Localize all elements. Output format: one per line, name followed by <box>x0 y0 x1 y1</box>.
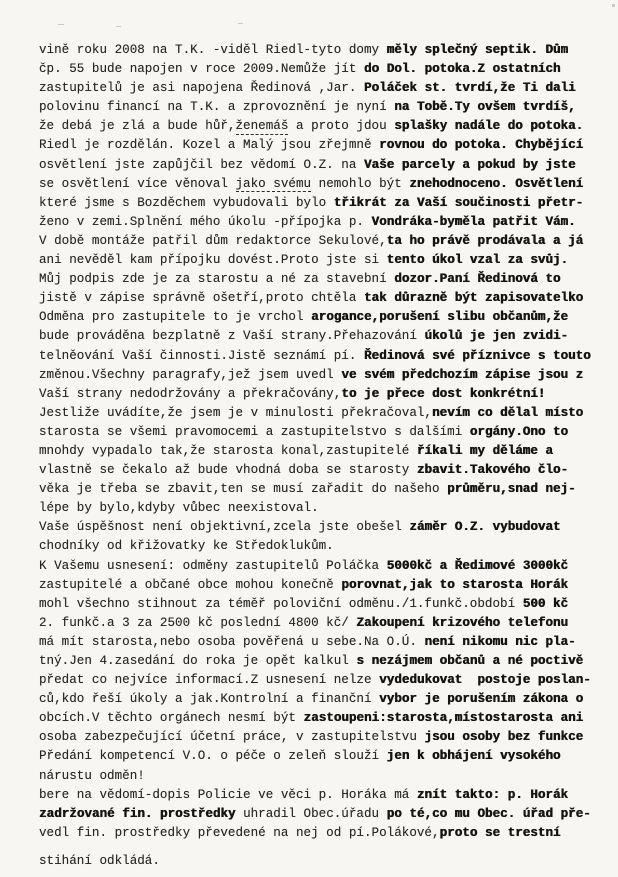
text-segment: zastupitelé a občané obce mohou konečně <box>39 577 342 592</box>
document-line <box>39 690 604 709</box>
text-segment: má mít starosta,nebo osoba pověřená u sebe.Na O.Ú. <box>39 634 425 649</box>
text-segment: Zakoupení krizového telefonu <box>356 615 569 630</box>
document-line <box>39 595 604 614</box>
text-segment: porovnat,jak to starosta Horák <box>341 577 569 592</box>
document-line <box>39 518 604 537</box>
text-segment: ve svém předchozím zápise jsou z <box>341 367 584 382</box>
text-segment: vydedukovat postoje poslan- <box>379 673 591 688</box>
text-segment: Ředinová své příznivce s touto <box>363 348 591 363</box>
text-segment: zbavit.Takového člo- <box>416 463 569 478</box>
text-segment: věka je třeba se zbavit,ten se musí zařadit do našeho <box>39 482 448 497</box>
text-segment: ců,kdo řeší úkoly a jak.Kontrolní a finanční <box>39 692 380 707</box>
text-segment: tak důrazně být zapisovatelko <box>363 291 584 306</box>
text-segment: zadržované fin. prostředky <box>39 806 244 821</box>
text-segment: úkolů je jen zvidi- <box>424 329 569 344</box>
text-segment: nevím co dělal místo <box>432 405 584 420</box>
text-segment: a proto jdou <box>288 119 395 134</box>
text-segment: splašky nadále do potoka. <box>394 119 584 134</box>
text-segment: uhradil Obec.úřadu <box>243 806 387 821</box>
document-line <box>39 289 604 308</box>
text-segment: tný.Jen 4.zasedání do roka je opět kalkul <box>39 654 357 668</box>
document-line <box>39 576 604 595</box>
document-line <box>39 404 604 423</box>
text-segment: předat co nejvíce informací.Z usnesení nelze <box>39 673 380 688</box>
document-line <box>39 537 604 556</box>
text-segment: Jestliže uvádíte,že jsem je v minulosti překračoval, <box>39 405 432 420</box>
document-line <box>39 461 604 480</box>
text-segment: 500 kč <box>522 596 569 611</box>
document-line <box>39 852 604 871</box>
document-line <box>39 366 604 385</box>
text-segment: se osvětlení více věnoval <box>39 176 236 191</box>
document-line <box>39 557 604 576</box>
document-line <box>39 117 604 136</box>
text-segment: čp. 55 bude napojen v roce 2009.Nemůže jít <box>39 62 364 77</box>
text-segment: chodníky od křižovatky ke Středoklukům. <box>39 539 334 554</box>
text-segment: nárustu odměn! <box>39 768 145 783</box>
text-segment: říkali my děláme a <box>416 443 553 458</box>
text-segment: tento úkol vzal za svůj. <box>386 253 569 268</box>
document-line <box>39 633 604 652</box>
text-segment: mnohdy vypadalo tak,že starosta konal,zastupitelé <box>39 443 417 458</box>
document-line <box>39 213 604 232</box>
text-segment: nemohlo být <box>311 176 410 191</box>
text-segment: jako svému <box>235 176 312 191</box>
text-segment: K Vašemu usnesení: odměny zastupitelů Poláčka <box>39 558 387 573</box>
text-segment: do Dol. potoka.Z ostatních <box>363 62 561 77</box>
text-segment: průměru,snad nej- <box>447 482 576 497</box>
document-line <box>39 347 604 366</box>
text-segment: znehodnoceno. Osvětlení <box>409 176 584 191</box>
document-line <box>39 767 604 786</box>
scan-speck <box>238 23 243 24</box>
text-segment: orgány.Ono to <box>469 424 569 439</box>
text-segment: není nikomu nic pla- <box>424 634 576 649</box>
text-segment: Odměna pro zastupitele to je vrchol <box>39 310 312 325</box>
document-line <box>39 728 604 747</box>
text-segment: stihání odkládá. <box>39 853 160 868</box>
document-line <box>39 60 604 79</box>
document-line <box>39 232 604 251</box>
text-segment: měly splečný septik. Dům <box>386 43 569 57</box>
text-segment: ženo v zemi.Splnění mého úkolu -přípojka p. <box>39 214 372 229</box>
text-segment: Můj podpis zde je za starostu a né za stavební <box>39 272 395 287</box>
text-segment: Předání kompetencí V.O. o péče o zeleň slouží <box>39 749 387 764</box>
text-segment: jistě v zápise správně ošetří,proto chtěla <box>39 291 364 306</box>
text-segment: ani nevěděl kam přípojku dovést.Proto jste si <box>39 253 387 268</box>
text-segment: Riedl je rozdělán. Kozel a Malý jsou zřejmně <box>39 138 380 153</box>
document-line <box>39 385 604 404</box>
document-line <box>39 308 604 327</box>
text-segment: lépe by bylo,kdyby vůbec neexistoval. <box>39 501 319 516</box>
text-segment: Vaší strany nedodržovány a překračovány, <box>39 386 342 401</box>
text-segment: vedl fin. prostředky převedené na nej od pí.Polákové, <box>39 825 440 840</box>
document-line <box>39 136 604 155</box>
text-segment: obcích.V těchto orgánech nesmí být <box>39 711 304 726</box>
document-line <box>39 709 604 728</box>
scan-speck <box>116 26 121 27</box>
document-line <box>39 175 604 194</box>
text-segment: zastupitelů je asi napojena Ředinová ,Jar. <box>39 81 364 96</box>
document-line <box>39 442 604 461</box>
text-segment: jen k obhájení vysokého <box>386 749 561 764</box>
text-segment: vině roku 2008 na T.K. -viděl Riedl-tyto domy <box>39 43 387 57</box>
scan-speck <box>612 4 615 7</box>
text-segment: Poláček st. tvrdí,že Ti dali <box>363 81 576 96</box>
scan-speck <box>58 24 64 25</box>
document-line <box>39 41 604 60</box>
document-line <box>39 98 604 117</box>
document-line <box>39 786 604 805</box>
document-line <box>39 79 604 98</box>
document-line <box>39 480 604 499</box>
text-segment: Vaše parcely a pokud by jste <box>363 157 576 172</box>
document-line <box>39 156 604 175</box>
text-segment: vlastně se čekalo až bude vhodná doba se starosty <box>39 463 417 478</box>
text-segment: záměr O.Z. vybudovat <box>409 520 561 535</box>
document-line <box>39 652 604 671</box>
text-segment: 5000kč a Ředimové 3000kč <box>386 558 569 573</box>
text-segment: osoba zabezpečující účetní práce, v zastupitelstvu <box>39 730 425 745</box>
text-segment: vybor je porušením zákona o <box>379 692 584 707</box>
text-segment: polovinu financí na T.K. a zprovoznění je nyní <box>39 100 395 115</box>
text-segment: že debá je zlá a bude hůř, <box>39 119 236 134</box>
text-segment: starosta se všemi pravomocemi a zastupitelstvo s dalšími <box>39 424 470 439</box>
text-segment: třikrát za Vaší součinosti přetr- <box>333 195 584 210</box>
text-segment: 2. funkč.a 3 za 2500 kč poslední 4800 kč/ <box>39 615 357 630</box>
text-segment: bude prováděna bezplatně z Vaší strany.Přehazování <box>39 329 425 344</box>
text-segment: rovnou do potoka. Chybějící <box>379 138 584 153</box>
text-segment: V době montáže patřil dům redaktorce Sekulové, <box>39 233 387 248</box>
text-segment: s nezájmem občanů a né poctivě <box>356 654 584 668</box>
document-line <box>39 251 604 270</box>
text-segment: Vondráka-byměla patřit Vám. <box>371 214 576 229</box>
text-segment: mohl všechno stihnout za téměř poloviční odměnu./1.funkč.období <box>39 596 523 611</box>
document-line <box>39 194 604 213</box>
document-line <box>39 270 604 289</box>
text-segment: telněování Vaší činnosti.Jistě seznámí pí. <box>39 348 364 363</box>
document-line <box>39 499 604 518</box>
document-text <box>39 41 604 871</box>
text-segment: proto se trestní <box>439 825 561 840</box>
text-segment: na Tobě.Ty ovšem tvrdíš, <box>394 100 576 115</box>
text-segment: zastoupeni:starosta,místostarosta ani <box>303 711 584 726</box>
text-segment: znít takto: p. Horák <box>416 787 569 802</box>
text-segment: dozor.Paní Ředinová to <box>394 272 561 287</box>
document-line <box>39 614 604 633</box>
text-segment: které jsme s Bozděchem vybudovali bylo <box>39 195 334 210</box>
document-line <box>39 423 604 442</box>
text-segment: arogance,porušení slibu občanům,že <box>311 310 569 325</box>
text-segment: po té,co mu Obec. úřad pře- <box>386 806 591 821</box>
text-segment: to je přece dost konkrétní! <box>341 386 546 401</box>
text-segment: ženemáš <box>235 119 289 134</box>
text-segment: Vaše úspěšnost není objektivní,zcela jste obešel <box>39 520 410 535</box>
document-line <box>39 671 604 690</box>
document-line <box>39 327 604 346</box>
document-line <box>39 747 604 766</box>
text-segment: ta ho právě prodávala a já <box>386 233 584 248</box>
document-line <box>39 805 604 824</box>
text-segment: změnou.Všechny paragrafy,jež jsem uvedl <box>39 367 342 382</box>
text-segment: osvětlení jste zapůjčil bez vědomí O.Z. na <box>39 157 364 172</box>
text-segment: bere na vědomí-dopis Policie ve věci p. Horáka má <box>39 787 417 802</box>
document-line <box>39 824 604 843</box>
text-segment: jsou osoby bez funkce <box>424 730 584 745</box>
